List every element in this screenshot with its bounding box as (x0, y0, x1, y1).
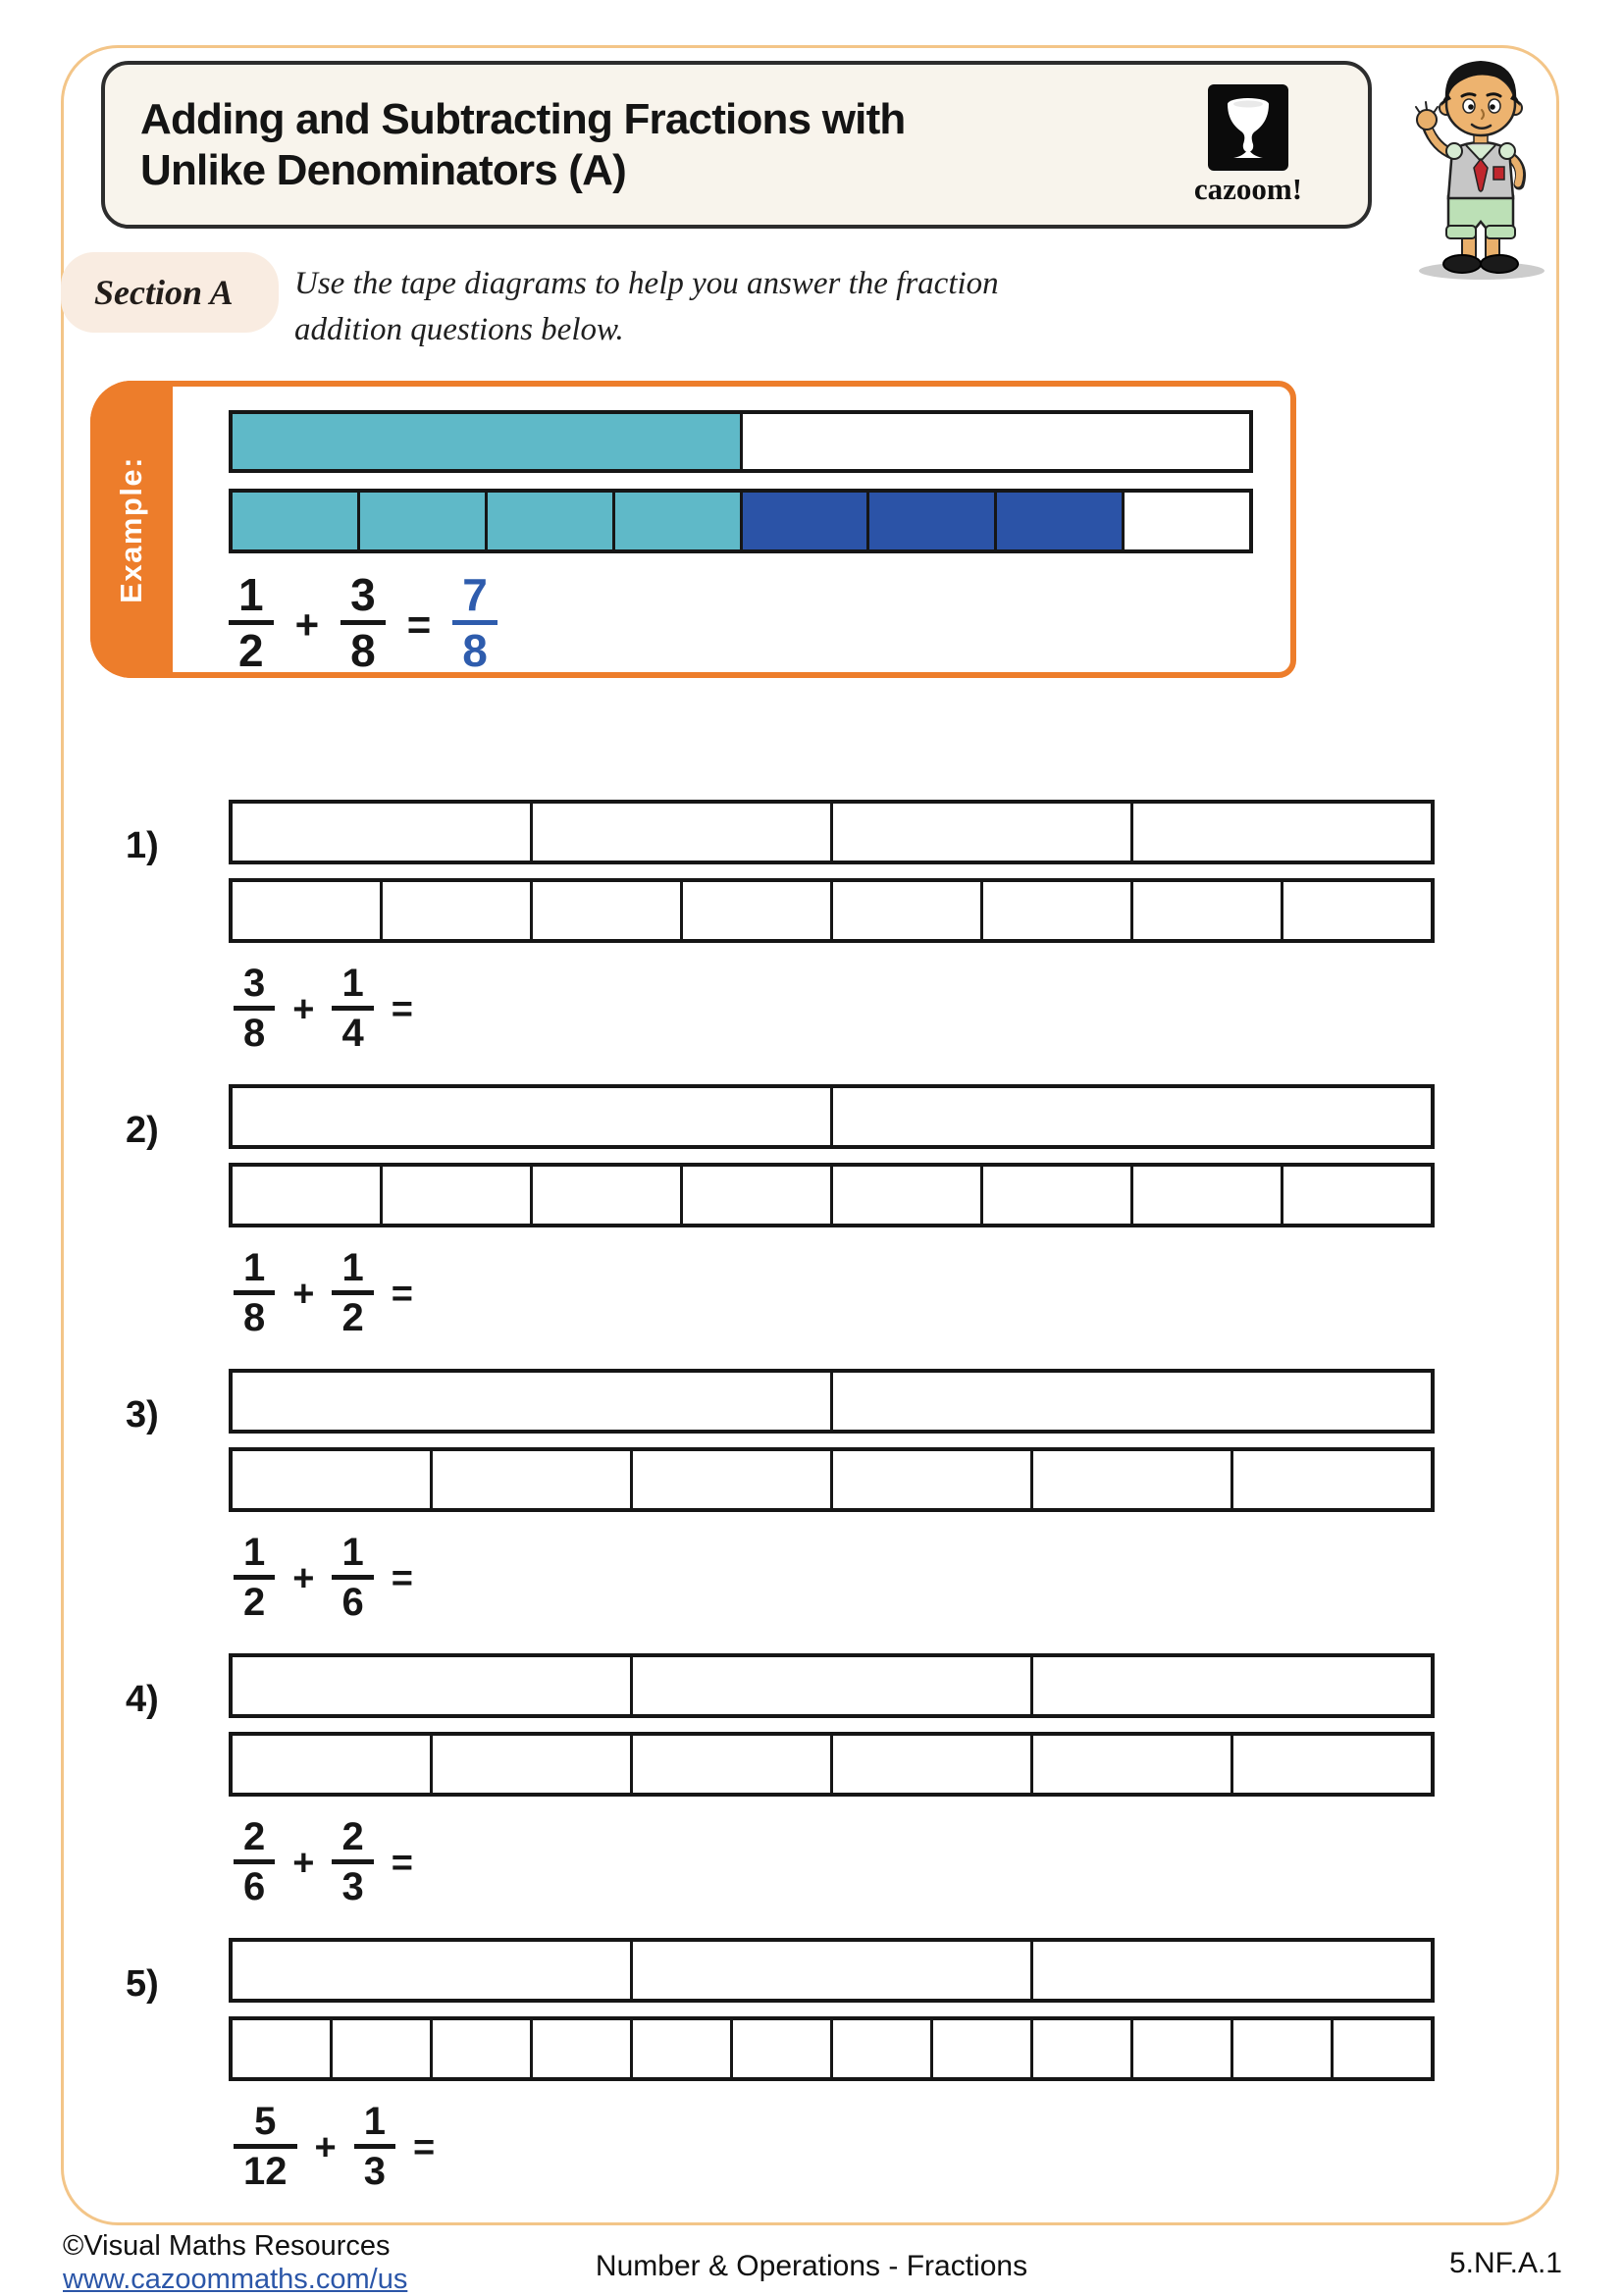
tape-cell (630, 1657, 1030, 1714)
numerator: 3 (243, 962, 266, 1005)
tape-cell (1281, 882, 1431, 939)
fraction-answer (452, 569, 497, 676)
denominator: 8 (462, 625, 488, 676)
section-label: Section A (94, 273, 234, 312)
tape-cell (485, 493, 612, 549)
question-1 (0, 800, 1623, 1084)
tape-cell (930, 2020, 1030, 2077)
denominator: 2 (238, 625, 264, 676)
tape-cell (233, 882, 380, 939)
copyright-text: ©Visual Maths Resources (63, 2230, 391, 2262)
tape-cell (680, 882, 830, 939)
title-line-2: Unlike Denominators (A) (140, 145, 626, 194)
tape-cell (1230, 2020, 1331, 2077)
example-tape-diagram-top (229, 410, 1253, 473)
tape-cell (233, 1373, 830, 1430)
tape-cell (233, 414, 740, 469)
tape-cell (233, 1451, 430, 1508)
boy-mascot-illustration (1376, 49, 1584, 285)
standard-code: 5.NF.A.1 (1448, 2247, 1562, 2279)
tape-cell (980, 882, 1130, 939)
fraction-second (354, 2099, 395, 2194)
fraction-first (229, 569, 274, 676)
plus-sign: + (292, 1274, 315, 1315)
numerator: 1 (341, 1531, 364, 1574)
website-link[interactable]: www.cazoommaths.com/us (63, 2264, 408, 2296)
tape-cell (1030, 1736, 1230, 1793)
numerator: 1 (238, 569, 264, 620)
fraction-second (332, 1530, 373, 1625)
fraction-second (332, 1814, 373, 1909)
example-box (90, 381, 1296, 678)
tape-diagram-bottom (229, 2016, 1435, 2081)
question-number: 3) (126, 1394, 159, 1435)
equals-sign: = (391, 1843, 413, 1884)
fraction-first (234, 1530, 275, 1625)
equals-sign: = (412, 2127, 436, 2168)
denominator: 6 (243, 1865, 266, 1908)
tape-cell (1281, 1167, 1431, 1224)
denominator: 6 (341, 1581, 364, 1624)
denominator: 2 (341, 1296, 364, 1339)
numerator: 7 (462, 569, 488, 620)
tape-diagram-bottom (229, 878, 1435, 943)
fraction-equation (234, 1530, 431, 1625)
tape-cell (980, 1167, 1130, 1224)
numerator: 1 (243, 1246, 266, 1289)
numerator: 1 (341, 1246, 364, 1289)
tape-cell (430, 1736, 630, 1793)
denominator: 2 (243, 1581, 266, 1624)
page-title (140, 94, 906, 196)
tape-cell (530, 1167, 680, 1224)
tape-diagram-bottom (229, 1163, 1435, 1227)
question-5 (0, 1938, 1623, 2222)
tape-cell (530, 2020, 630, 2077)
tape-cell (994, 493, 1122, 549)
drum-icon (1208, 84, 1288, 171)
plus-sign: + (292, 1843, 315, 1884)
tape-diagram-top (229, 800, 1435, 864)
tape-cell (233, 1657, 630, 1714)
denominator: 8 (350, 625, 376, 676)
fraction-first (234, 2099, 297, 2194)
tape-cell (233, 1736, 430, 1793)
tape-cell (630, 1736, 830, 1793)
denominator: 4 (341, 1012, 364, 1055)
tape-cell (630, 1942, 1030, 1999)
tape-cell (630, 2020, 730, 2077)
tape-cell (740, 414, 1250, 469)
tape-cell (380, 1167, 530, 1224)
tape-cell (357, 493, 485, 549)
tape-cell (612, 493, 740, 549)
cazoom-logo (1179, 84, 1317, 207)
tape-diagram-top (229, 1653, 1435, 1718)
equals-sign: = (391, 989, 413, 1030)
tape-cell (866, 493, 994, 549)
question-4 (0, 1653, 1623, 1938)
question-3 (0, 1369, 1623, 1653)
tape-cell (1030, 2020, 1130, 2077)
tape-diagram-bottom (229, 1447, 1435, 1512)
tape-cell (530, 804, 830, 861)
plus-sign: + (292, 989, 315, 1030)
fraction-equation (234, 961, 431, 1056)
question-2 (0, 1084, 1623, 1369)
denominator: 12 (243, 2150, 288, 2193)
plus-sign: + (314, 2127, 337, 2168)
fraction-second (340, 569, 386, 676)
example-tab (90, 381, 173, 678)
denominator: 8 (243, 1012, 266, 1055)
tape-cell (530, 882, 680, 939)
tape-diagram-bottom (229, 1732, 1435, 1797)
tape-cell (1130, 882, 1281, 939)
numerator: 1 (341, 962, 364, 1005)
tape-cell (1122, 493, 1249, 549)
tape-cell (830, 804, 1130, 861)
fraction-second (332, 1245, 373, 1340)
tape-cell (830, 1167, 980, 1224)
tape-cell (233, 1942, 630, 1999)
denominator: 8 (243, 1296, 266, 1339)
tape-cell (233, 493, 357, 549)
numerator: 2 (243, 1815, 266, 1858)
tape-cell (740, 493, 867, 549)
tape-cell (830, 1373, 1431, 1430)
tape-cell (1230, 1736, 1431, 1793)
tape-cell (1130, 1167, 1281, 1224)
tape-cell (430, 2020, 530, 2077)
tape-diagram-top (229, 1084, 1435, 1149)
fraction-second (332, 961, 373, 1056)
title-line-1: Adding and Subtracting Fractions with (140, 94, 906, 143)
numerator: 1 (243, 1531, 266, 1574)
tape-diagram-top (229, 1369, 1435, 1434)
fraction-first (234, 1814, 275, 1909)
plus-sign: + (294, 600, 320, 648)
fraction-first (234, 1245, 275, 1340)
tape-cell (1030, 1942, 1431, 1999)
denominator: 3 (363, 2150, 386, 2193)
tape-cell (830, 882, 980, 939)
tape-cell (233, 2020, 330, 2077)
numerator: 1 (363, 2100, 386, 2143)
example-fraction-equation (229, 569, 497, 676)
tape-cell (1030, 1451, 1230, 1508)
title-box (101, 61, 1372, 229)
numerator: 5 (254, 2100, 277, 2143)
tape-cell (830, 1088, 1431, 1145)
section-label-chip (61, 252, 279, 333)
fraction-equation (234, 1814, 431, 1909)
tape-cell (1130, 804, 1431, 861)
tape-cell (233, 1088, 830, 1145)
question-number: 1) (126, 825, 159, 866)
tape-cell (730, 2020, 830, 2077)
tape-cell (380, 882, 530, 939)
fraction-equation (234, 1245, 431, 1340)
tape-cell (233, 1167, 380, 1224)
tape-cell (1130, 2020, 1230, 2077)
tape-cell (630, 1451, 830, 1508)
equals-sign: = (391, 1558, 413, 1599)
instructions-line-2: addition questions below. (294, 311, 624, 347)
tape-cell (830, 1451, 1030, 1508)
fraction-equation (234, 2099, 452, 2194)
section-instructions (294, 261, 999, 353)
tape-cell (430, 1451, 630, 1508)
fraction-first (234, 961, 275, 1056)
question-number: 4) (126, 1679, 159, 1720)
footer-topic: Number & Operations - Fractions (595, 2250, 1028, 2282)
equals-sign: = (406, 600, 432, 648)
tape-cell (1030, 1657, 1431, 1714)
tape-cell (830, 2020, 930, 2077)
question-number: 5) (126, 1963, 159, 2005)
numerator: 2 (341, 1815, 364, 1858)
numerator: 3 (350, 569, 376, 620)
question-number: 2) (126, 1110, 159, 1151)
tape-cell (233, 804, 530, 861)
equals-sign: = (391, 1274, 413, 1315)
tape-cell (1230, 1451, 1431, 1508)
denominator: 3 (341, 1865, 364, 1908)
plus-sign: + (292, 1558, 315, 1599)
example-tape-diagram-bottom (229, 489, 1253, 553)
tape-cell (1331, 2020, 1431, 2077)
logo-text: cazoom! (1193, 172, 1303, 206)
tape-cell (330, 2020, 430, 2077)
tape-cell (830, 1736, 1030, 1793)
tape-cell (680, 1167, 830, 1224)
tape-diagram-top (229, 1938, 1435, 2003)
example-label: Example: (114, 455, 148, 603)
instructions-line-1: Use the tape diagrams to help you answer the fraction (294, 266, 999, 301)
